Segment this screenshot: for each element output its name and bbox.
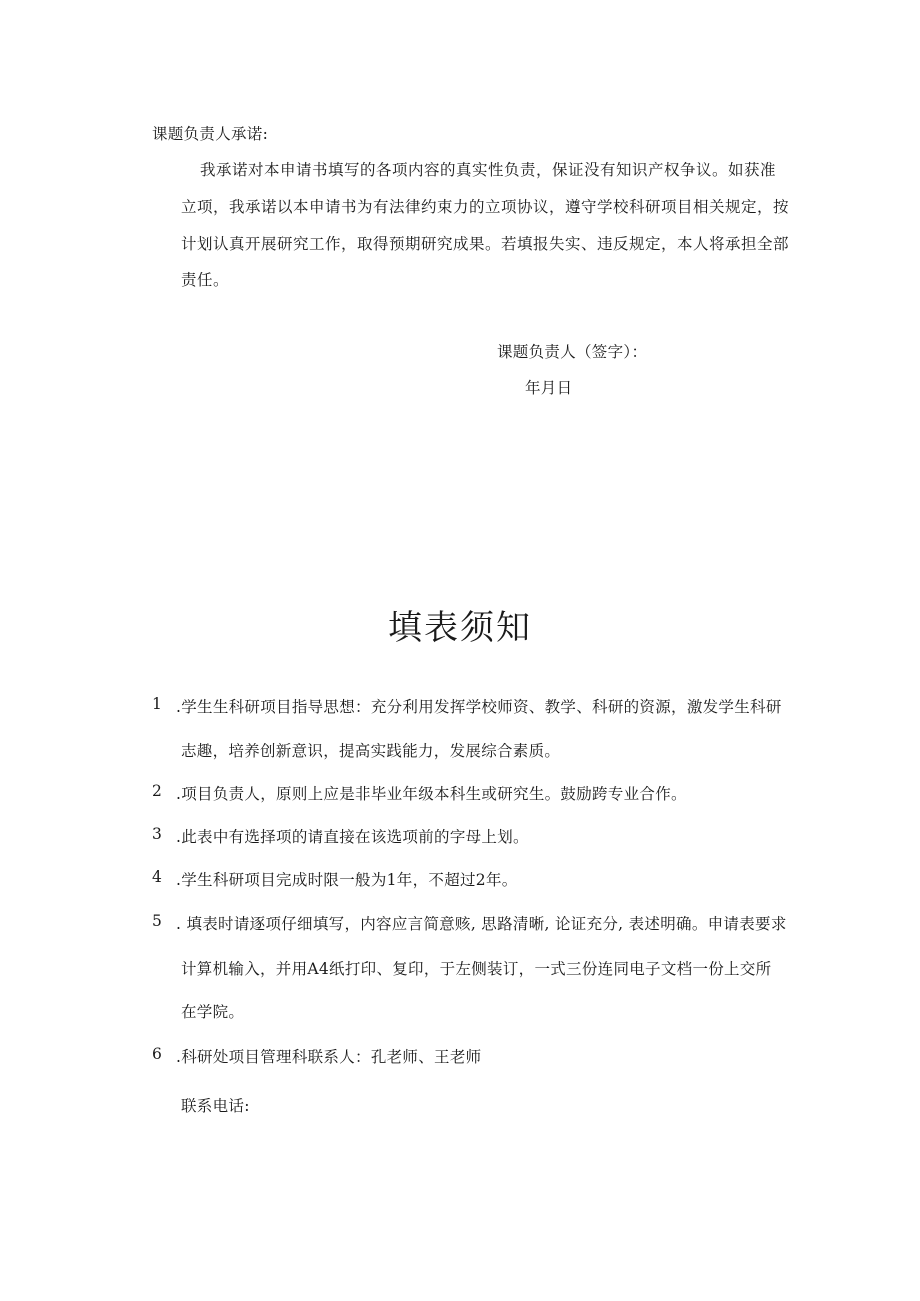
notice-item-text: .学生科研项目完成时限一般为1年，不超过2年。 [176, 871, 518, 889]
notice-item-text-cont: 计算机输入，并用A4纸打印、复印，于左侧装订，一式三份连同电子文档一份上交所 [181, 960, 772, 978]
notice-item-number: 3 [152, 825, 162, 843]
notice-item-text: . 填表时请逐项仔细填写，内容应言简意赅, 思路清晰, 论证充分, 表述明确。申请表要求 [176, 915, 787, 933]
notice-item-text: .学生生科研项目指导思想：充分利用发挥学校师资、教学、科研的资源，激发学生科研 [176, 698, 782, 716]
notice-item-text: .科研处项目管理科联系人：孔老师、王老师 [176, 1048, 482, 1066]
notice-item-text-cont: 志趣，培养创新意识，提高实践能力，发展综合素质。 [181, 742, 561, 760]
notice-item-number: 1 [152, 695, 162, 713]
notice-item-number: 6 [152, 1045, 162, 1063]
notice-item-number: 5 [152, 912, 162, 930]
notice-item-text: .项目负责人，原则上应是非毕业年级本科生或研究生。鼓励跨专业合作。 [176, 785, 687, 803]
pledge-line-4: 责任。 [181, 271, 230, 289]
pledge-line-3: 计划认真开展研究工作，取得预期研究成果。若填报失实、违反规定，本人将承担全部 [181, 235, 790, 253]
pledge-line-2: 立项，我承诺以本申请书为有法律约束力的立项协议，遵守学校科研项目相关规定，按 [181, 198, 790, 216]
notice-item-number: 4 [152, 868, 162, 886]
signature-label: 课题负责人（签字）： [497, 343, 648, 361]
date-label: 年月日 [525, 379, 573, 397]
notice-title: 填表须知 [388, 608, 532, 648]
notice-item-number: 2 [152, 782, 162, 800]
contact-phone-label: 联系电话: [181, 1097, 250, 1115]
pledge-heading: 课题负责人承诺: [152, 125, 269, 143]
pledge-line-1: 我承诺对本申请书填写的各项内容的真实性负责，保证没有知识产权争议。如获准 [200, 161, 777, 179]
notice-item-text: .此表中有选择项的请直接在该选项前的字母上划。 [176, 828, 529, 846]
notice-item-text-cont: 在学院。 [181, 1003, 245, 1021]
